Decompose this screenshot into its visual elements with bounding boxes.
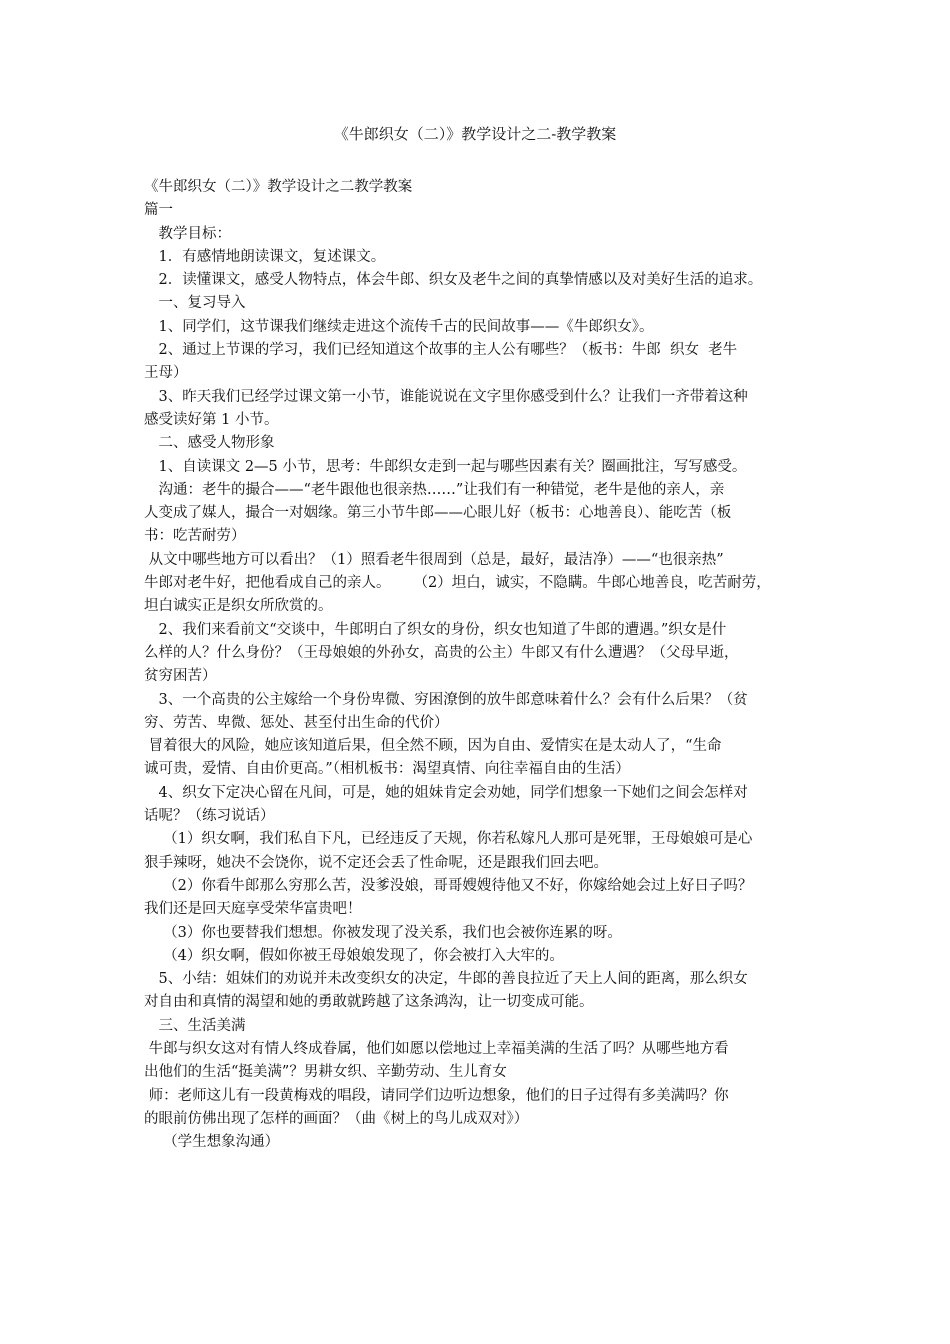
- text-line: 狠手辣呀，她决不会饶你，说不定还会丢了性命呢，还是跟我们回去吧。: [144, 854, 608, 871]
- text-line: 王母）: [144, 365, 188, 382]
- text-line: 出他们的生活“挺美满”？男耕女织、辛勤劳动、生儿育女: [144, 1064, 507, 1081]
- text-line: 篇一: [144, 202, 173, 219]
- text-line: 二、感受人物形象: [144, 435, 275, 452]
- text-line: 人变成了媒人，撮合一对姻缘。第三小节牛郎——心眼儿好（板书：心地善良）、能吃苦（板: [144, 505, 732, 522]
- text-line: 穷、劳苦、卑微、惩处、甚至付出生命的代价）: [144, 714, 449, 731]
- text-line: 的眼前仿佛出现了怎样的画面？（曲《树上的鸟儿成双对》）: [144, 1110, 529, 1127]
- text-line: 5、小结：姐妹们的劝说并未改变织女的决定，牛郎的善良拉近了天上人间的距离，那么织女: [144, 971, 748, 988]
- text-line: 一、复习导入: [144, 295, 246, 312]
- text-line: 沟通：老牛的撮合——“老牛跟他也很亲热……”让我们有一种错觉，老牛是他的亲人，亲: [144, 481, 725, 498]
- text-line: 诚可贵，爱情、自由价更高。”（相机板书：渴望真情、向往幸福自由的生活）: [144, 761, 630, 778]
- text-line: （学生想象沟通）: [144, 1134, 280, 1151]
- document-body: [144, 176, 820, 1154]
- text-line: 从文中哪些地方可以看出？（1）照看老牛很周到（总是，最好，最洁净）——“也很亲热”: [144, 551, 724, 568]
- text-line: 感受读好第 1 小节。: [144, 411, 279, 428]
- text-line: 《牛郎织女（二）》教学设计之二教学教案: [144, 179, 413, 195]
- text-line: 贫穷困苦）: [144, 668, 217, 685]
- text-line: 4、织女下定决心留在凡间，可是，她的姐妹肯定会劝她，同学们想象一下她们之间会怎样对: [144, 784, 748, 801]
- text-line: 话呢？（练习说话）: [144, 808, 275, 825]
- text-line: 书：吃苦耐劳）: [144, 528, 246, 545]
- text-line: （4）织女啊，假如你被王母娘娘发现了，你会被打入大牢的。: [144, 947, 564, 964]
- text-line: 牛郎与织女这对有情人终成眷属，他们如愿以偿地过上幸福美满的生活了吗？从哪些地方看: [144, 1040, 729, 1057]
- document-title: 《牛郎织女（二）》教学设计之二-教学教案: [333, 125, 617, 143]
- text-line: 3、昨天我们已经学过课文第一小节，谁能说说在文字里你感受到什么？让我们一齐带着这种: [144, 388, 748, 405]
- text-line: 2．读懂课文，感受人物特点，体会牛郎、织女及老牛之间的真挚情感以及对美好生活的追求。: [144, 272, 763, 289]
- text-line: 教学目标：: [144, 225, 231, 242]
- text-line: 对自由和真情的渴望和她的勇敢就跨越了这条鸿沟，让一切变成可能。: [144, 994, 594, 1011]
- text-line: 2、通过上节课的学习，我们已经知道这个故事的主人公有哪些？（板书：牛郎 织女 老牛: [144, 342, 738, 359]
- text-line: 1、自读课文 2—5 小节，思考：牛郎织女走到一起与哪些因素有关？圈画批注，写写感受。: [144, 458, 747, 475]
- text-line: 师：老师这儿有一段黄梅戏的唱段，请同学们边听边想象，他们的日子过得有多美满吗？你: [144, 1087, 729, 1104]
- text-line: 我们还是回天庭享受荣华富贵吧！: [144, 901, 362, 918]
- text-line: 牛郎对老牛好，把他看成自己的亲人。 （2）坦白，诚实，不隐瞒。牛郎心地善良，吃苦耐劳，: [144, 575, 771, 592]
- text-line: 冒着很大的风险，她应该知道后果，但全然不顾，因为自由、爱情实在是太动人了，“生命: [144, 738, 722, 755]
- text-line: （3）你也要替我们想想。你被发现了没关系，我们也会被你连累的呀。: [144, 924, 622, 941]
- text-line: （2）你看牛郎那么穷那么苦，没爹没娘，哥哥嫂嫂待他又不好，你嫁给她会过上好日子吗？: [144, 877, 753, 894]
- text-line: 2、我们来看前文“交谈中，牛郎明白了织女的身份，织女也知道了牛郎的遭遇。”织女是什: [144, 621, 727, 638]
- text-line: 1、同学们，这节课我们继续走进这个流传千古的民间故事——《牛郎织女》。: [144, 318, 654, 335]
- text-line: 3、一个高贵的公主嫁给一个身份卑微、穷困潦倒的放牛郎意味着什么？会有什么后果？（贫: [144, 691, 748, 708]
- text-line: 么样的人？什么身份？（王母娘娘的外孙女，高贵的公主）牛郎又有什么遭遇？（父母早逝，: [144, 644, 739, 661]
- text-line: 1．有感情地朗读课文，复述课文。: [144, 248, 386, 265]
- text-line: （1）织女啊，我们私自下凡，已经违反了天规，你若私嫁凡人那可是死罪，王母娘娘可是心: [144, 831, 753, 848]
- text-line: 坦白诚实正是织女所欣赏的。: [144, 598, 333, 615]
- text-line: 三、生活美满: [144, 1017, 246, 1034]
